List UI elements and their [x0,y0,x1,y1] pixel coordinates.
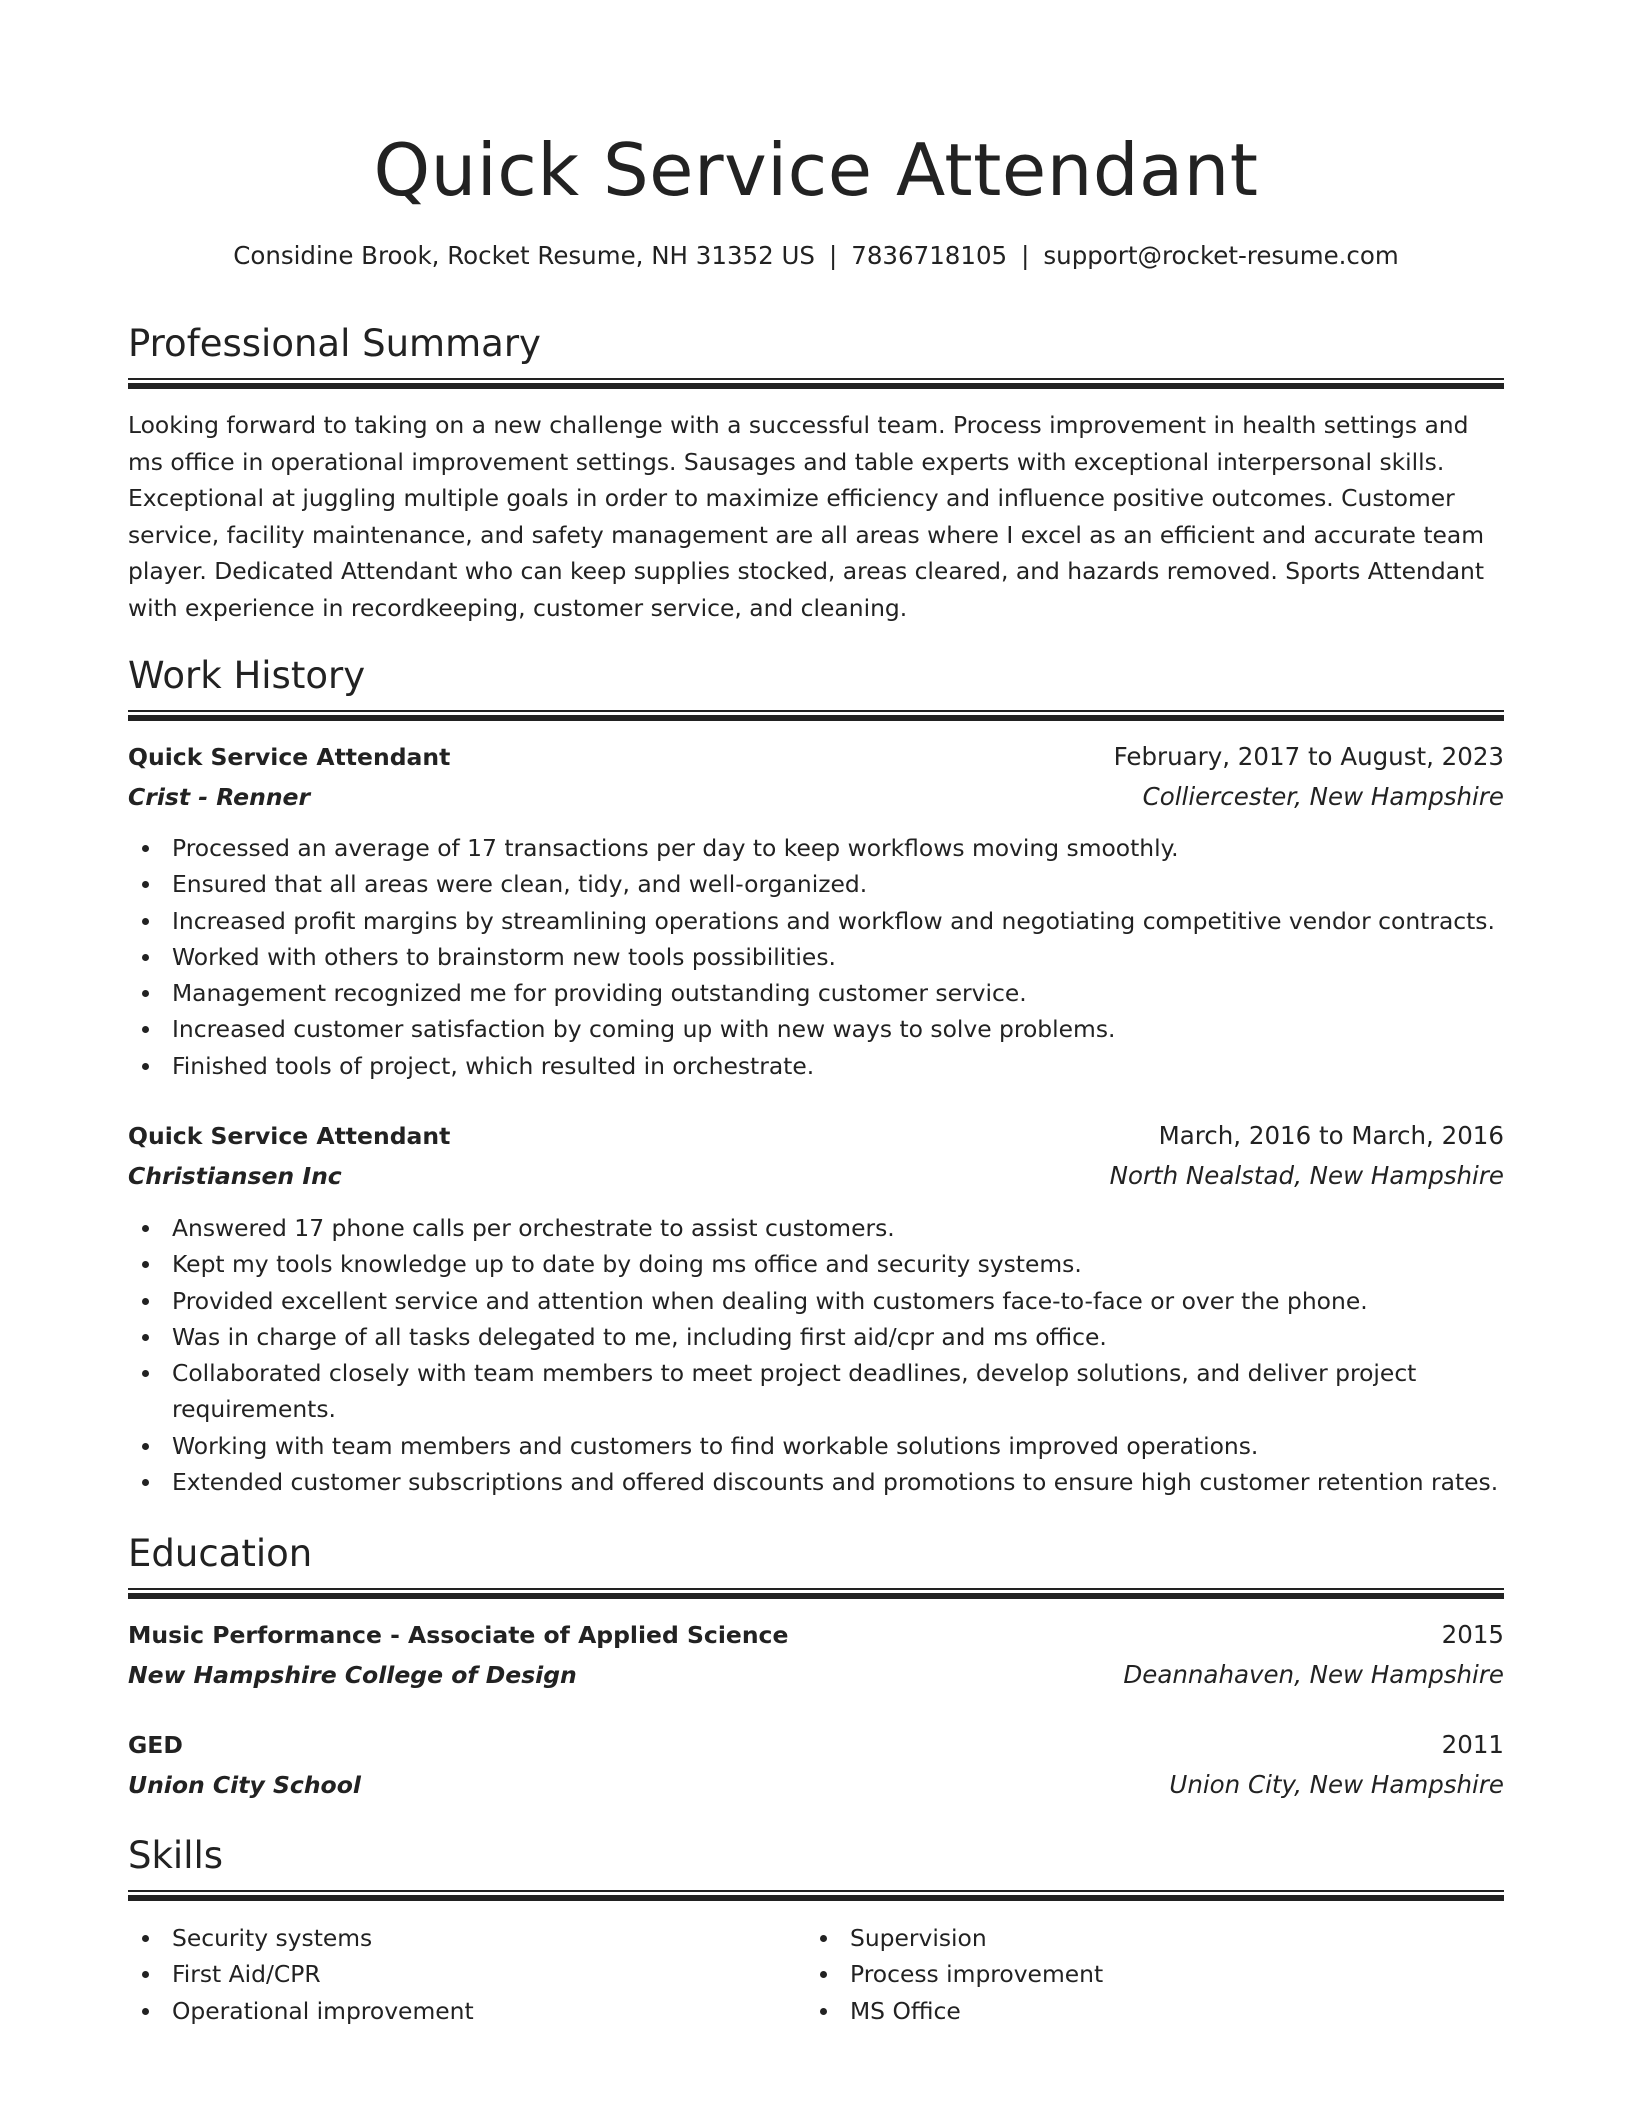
education-location: Union City, New Hampshire [1169,1770,1504,1799]
job-company: Christiansen Inc [128,1162,342,1190]
job-title: Quick Service Attendant [128,1122,451,1150]
education-subheader [128,1655,1504,1695]
education-year: 2011 [1441,1730,1504,1759]
skill-item: Process improvement [806,1956,1446,1992]
education-subheader [128,1765,1504,1805]
list-item: Increased profit margins by streamlining operations and workflow and negotiating competitive vendor contracts. [128,903,1504,939]
education-school: New Hampshire College of Design [128,1661,577,1689]
skills-list-right [806,1920,1446,2029]
job-header [128,1116,1504,1156]
list-item: Collaborated closely with team members to meet project deadlines, develop solutions, and deliver project requirements. [128,1355,1504,1428]
job-dates: March, 2016 to March, 2016 [1158,1121,1504,1150]
section-title-education: Education [128,1532,313,1575]
education-header [128,1615,1504,1655]
job-dates: February, 2017 to August, 2023 [1113,742,1504,771]
education-school: Union City School [128,1771,361,1799]
job-location: North Nealstad, New Hampshire [1109,1161,1504,1190]
job-company: Crist - Renner [128,783,311,811]
summary-text: Looking forward to taking on a new challenge with a successful team. Process improvement in health settings and ms office in operational improvement settings. Sausages and table experts with exceptional interpersonal skills. Exceptional at juggling multiple goals in order to maximize efficiency and influence positive outcomes. Customer service, facility maintenance, and safety management are all areas where I excel as an efficient and accurate team player. Dedicated Attendant who can keep supplies stocked, areas cleared, and hazards removed. Sports Attendant with experience in recordkeeping, customer service, and cleaning. [128,411,1485,622]
skill-item: Supervision [806,1920,1446,1956]
education-location: Deannahaven, New Hampshire [1123,1660,1504,1689]
section-title-work: Work History [128,654,366,697]
education-degree: GED [128,1731,183,1759]
list-item: Finished tools of project, which resulted in orchestrate. [128,1048,1504,1084]
job-subheader [128,777,1504,817]
skill-item: Operational improvement [128,1993,768,2029]
job-header [128,737,1504,777]
section-title-skills: Skills [128,1834,224,1877]
education-header [128,1725,1504,1765]
list-item: Answered 17 phone calls per orchestrate to assist customers. [128,1210,1504,1246]
list-item: Increased customer satisfaction by coming up with new ways to solve problems. [128,1011,1504,1047]
skill-item: MS Office [806,1993,1446,2029]
skill-item: Security systems [128,1920,768,1956]
education-degree: Music Performance - Associate of Applied Science [128,1621,789,1649]
job-subheader [128,1156,1504,1196]
contact-line [128,236,1504,276]
list-item: Kept my tools knowledge up to date by doing ms office and security systems. [128,1246,1504,1282]
section-divider [128,378,1504,389]
contact-phone: 7836718105 [851,241,1008,270]
contact-separator: | [1021,241,1030,270]
skill-item: First Aid/CPR [128,1956,768,1992]
section-divider [128,710,1504,721]
section-title-summary: Professional Summary [128,322,541,365]
contact-email: support@rocket-resume.com [1043,241,1399,270]
job-bullets [128,830,1504,1084]
section-divider [128,1588,1504,1599]
section-divider [128,1890,1504,1901]
list-item: Management recognized me for providing outstanding customer service. [128,975,1504,1011]
list-item: Extended customer subscriptions and offered discounts and promotions to ensure high customer retention rates. [128,1464,1504,1500]
list-item: Worked with others to brainstorm new tools possibilities. [128,939,1504,975]
list-item: Provided excellent service and attention when dealing with customers face-to-face or over the phone. [128,1283,1504,1319]
skills-list-left [128,1920,768,2029]
list-item: Was in charge of all tasks delegated to me, including first aid/cpr and ms office. [128,1319,1504,1355]
contact-address: Considine Brook, Rocket Resume, NH 31352 US [233,241,815,270]
job-title: Quick Service Attendant [128,743,451,771]
contact-separator: | [828,241,838,270]
resume-title: Quick Service Attendant [373,128,1259,212]
list-item: Working with team members and customers to find workable solutions improved operations. [128,1428,1504,1464]
list-item: Processed an average of 17 transactions per day to keep workflows moving smoothly. [128,830,1504,866]
job-bullets [128,1210,1504,1500]
job-location: Colliercester, New Hampshire [1142,782,1504,811]
education-year: 2015 [1441,1620,1504,1649]
list-item: Ensured that all areas were clean, tidy, and well-organized. [128,866,1504,902]
